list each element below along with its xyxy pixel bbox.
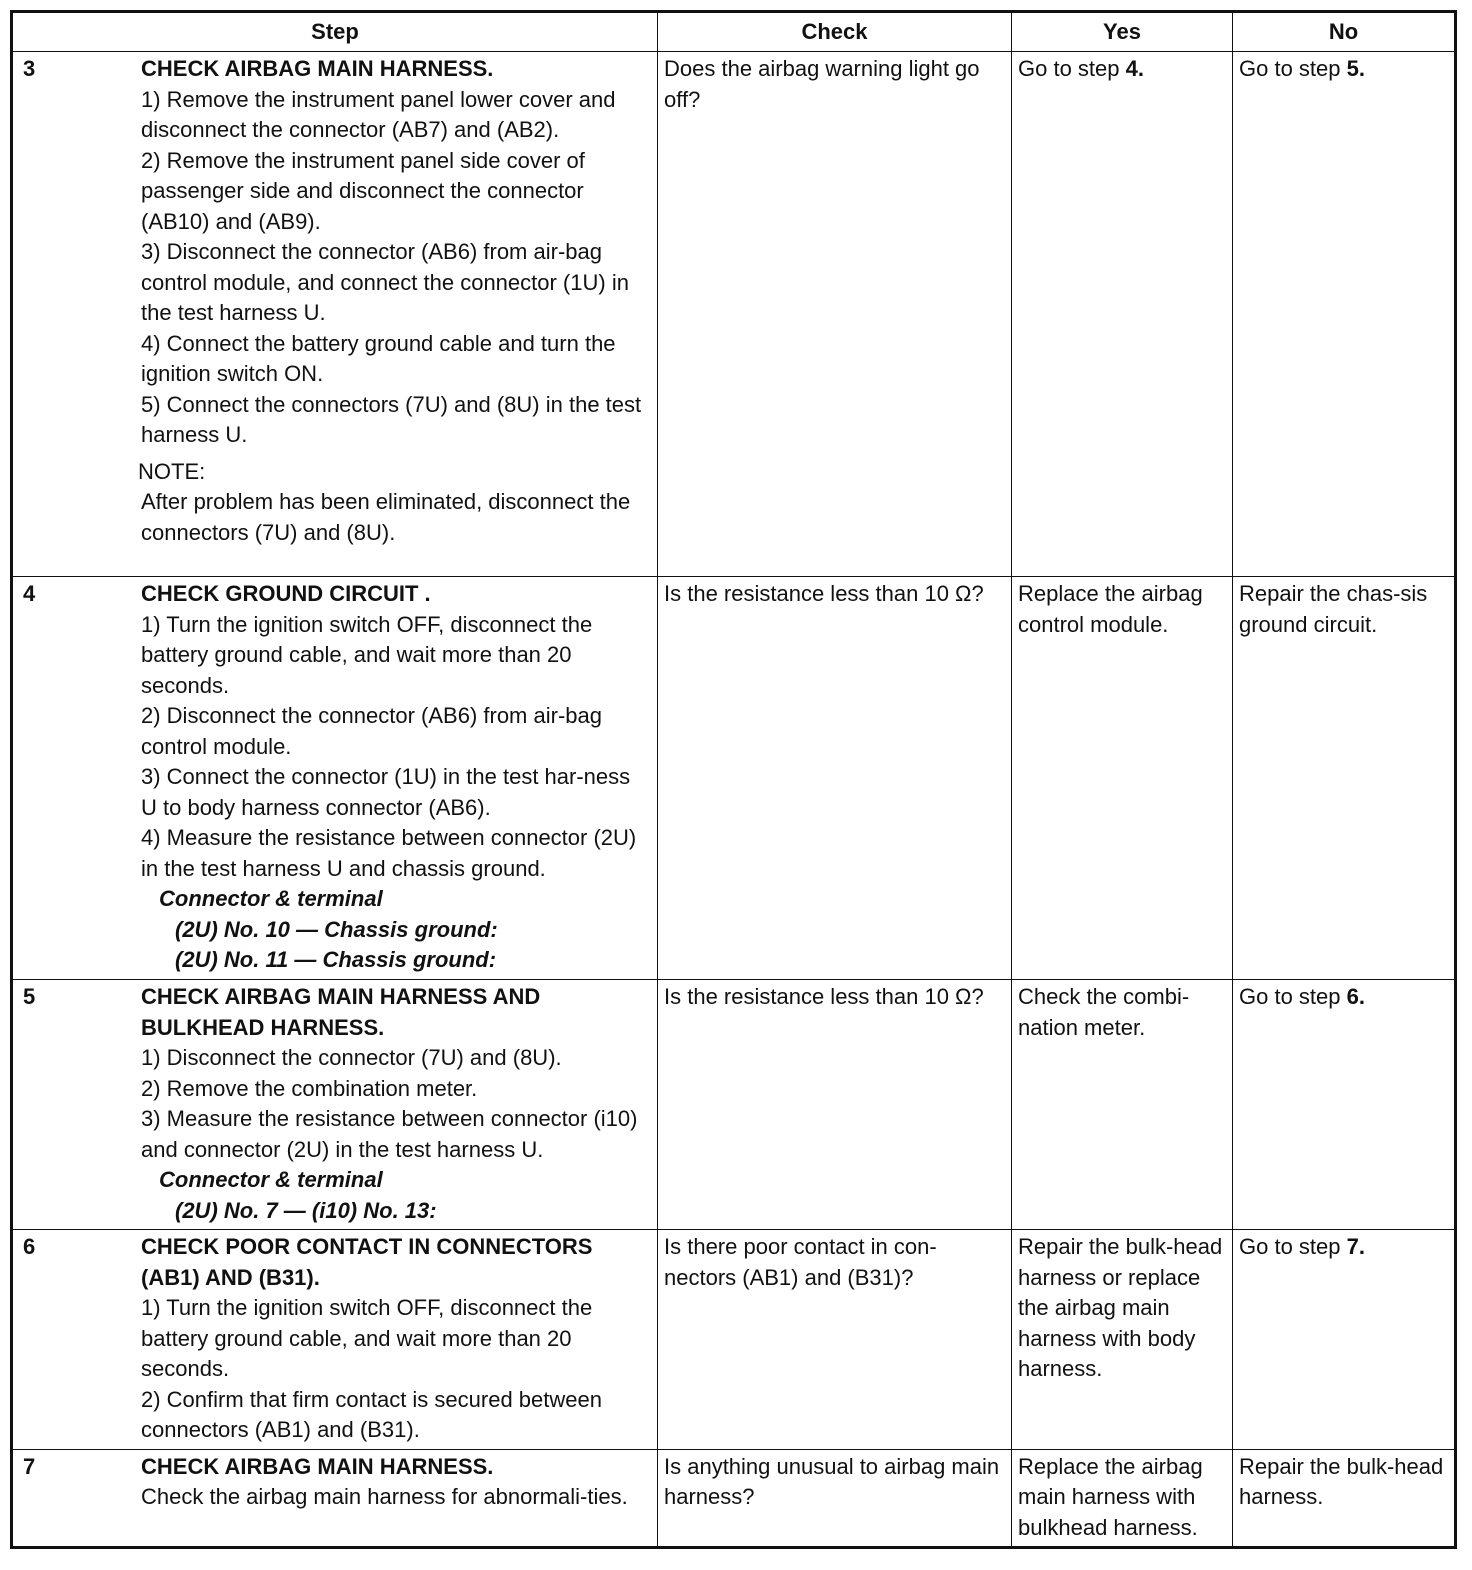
step-title: CHECK AIRBAG MAIN HARNESS.	[141, 56, 494, 81]
step-body	[138, 54, 652, 548]
step-instruction: 4) Connect the battery ground cable and turn the ignition switch ON.	[141, 330, 616, 386]
no-step-ref: 7.	[1346, 1234, 1365, 1259]
step-instruction: 2) Disconnect the connector (AB6) from air-bag control module.	[141, 703, 602, 759]
step-body	[141, 982, 652, 1226]
step-instruction: 5) Connect the connectors (7U) and (8U) in the test harness U.	[141, 391, 642, 447]
no-cell: Repair the bulk-head harness.	[1233, 1449, 1456, 1548]
spec-heading: Connector & terminal	[159, 886, 383, 911]
step-body	[141, 579, 652, 976]
step-title: CHECK GROUND CIRCUIT .	[141, 581, 431, 606]
step-body	[141, 1232, 652, 1446]
check-cell: Does the airbag warning light go off?	[658, 52, 1012, 577]
troubleshooting-table	[10, 10, 1457, 1549]
step-cell	[12, 980, 658, 1230]
table-row	[12, 980, 1456, 1230]
step-title: CHECK AIRBAG MAIN HARNESS.	[141, 1453, 494, 1479]
step-instruction: Check the airbag main harness for abnormali-ties.	[141, 1484, 628, 1509]
yes-cell: Replace the airbag main harness with bulkhead harness.	[1012, 1449, 1233, 1548]
yes-step-ref: 4.	[1125, 56, 1144, 81]
header-yes: Yes	[1012, 12, 1233, 52]
header-step: Step	[12, 12, 658, 52]
step-cell	[12, 1449, 658, 1548]
spec-heading: Connector & terminal	[159, 1167, 383, 1192]
no-cell	[1233, 52, 1456, 577]
yes-text: Go to step	[1018, 56, 1126, 81]
yes-cell: Repair the bulk-head harness or replace the airbag main harness with body harness.	[1012, 1230, 1233, 1450]
step-cell	[12, 52, 658, 577]
step-title: CHECK AIRBAG MAIN HARNESS AND BULKHEAD HARNESS.	[141, 984, 541, 1040]
check-cell: Is anything unusual to airbag main harness?	[658, 1449, 1012, 1548]
step-title: CHECK POOR CONTACT IN CONNECTORS (AB1) AND (B31).	[141, 1234, 593, 1290]
step-instruction: 1) Remove the instrument panel lower cover and disconnect the connector (AB7) and (AB2).	[141, 86, 616, 142]
step-number: 5	[23, 984, 36, 1009]
no-text: Go to step	[1239, 1234, 1347, 1259]
step-number: 6	[23, 1234, 36, 1259]
spec-line: (2U) No. 7 — (i10) No. 13:	[175, 1197, 437, 1223]
step-instruction: 3) Disconnect the connector (AB6) from air-bag control module, and connect the connector (1U) in the test harness U.	[141, 239, 629, 325]
table-row	[12, 1230, 1456, 1450]
header-check: Check	[658, 12, 1012, 52]
table-row	[12, 1449, 1456, 1548]
yes-cell: Replace the airbag control module.	[1012, 577, 1233, 980]
step-body	[141, 1452, 652, 1513]
step-number: 4	[23, 581, 36, 606]
step-instruction: 1) Turn the ignition switch OFF, disconnect the battery ground cable, and wait more than 20 seconds.	[141, 611, 593, 698]
spec-line: (2U) No. 10 — Chassis ground:	[175, 916, 498, 942]
no-cell	[1233, 980, 1456, 1230]
no-cell	[1233, 1230, 1456, 1450]
note-text: After problem has been eliminated, disconnect the connectors (7U) and (8U).	[141, 489, 631, 545]
step-number: 3	[23, 56, 36, 81]
step-instruction: 2) Remove the instrument panel side cover of passenger side and disconnect the connector (AB10) and (AB9).	[141, 147, 585, 234]
step-instruction: 4) Measure the resistance between connector (2U) in the test harness U and chassis ground.	[141, 825, 637, 881]
check-cell: Is the resistance less than 10 Ω?	[658, 577, 1012, 980]
step-number: 7	[23, 1453, 36, 1479]
step-instruction: 1) Turn the ignition switch OFF, disconnect the battery ground cable, and wait more than 20 seconds.	[141, 1295, 593, 1381]
spec-line: (2U) No. 11 — Chassis ground:	[175, 947, 497, 972]
table-row	[12, 52, 1456, 577]
no-cell: Repair the chas-sis ground circuit.	[1233, 577, 1456, 980]
no-text: Go to step	[1239, 56, 1347, 81]
check-cell: Is there poor contact in con-nectors (AB1) and (B31)?	[658, 1230, 1012, 1450]
note-label: NOTE:	[138, 458, 206, 484]
no-step-ref: 6.	[1346, 984, 1365, 1009]
step-cell	[12, 577, 658, 980]
header-row	[12, 12, 1456, 52]
step-instruction: 2) Confirm that firm contact is secured between connectors (AB1) and (B31).	[141, 1386, 602, 1442]
no-step-ref: 5.	[1346, 56, 1365, 81]
no-text: Go to step	[1239, 984, 1347, 1009]
table-row	[12, 577, 1456, 980]
check-cell: Is the resistance less than 10 Ω?	[658, 980, 1012, 1230]
step-instruction: 2) Remove the combination meter.	[141, 1075, 478, 1101]
yes-cell	[1012, 52, 1233, 577]
step-instruction: 3) Measure the resistance between connector (i10) and connector (2U) in the test harness U.	[141, 1106, 638, 1162]
step-cell	[12, 1230, 658, 1450]
step-instruction: 3) Connect the connector (1U) in the test har-ness U to body harness connector (AB6).	[141, 764, 631, 820]
yes-cell: Check the combi-nation meter.	[1012, 980, 1233, 1230]
header-no: No	[1233, 12, 1456, 52]
step-instruction: 1) Disconnect the connector (7U) and (8U).	[141, 1045, 562, 1070]
